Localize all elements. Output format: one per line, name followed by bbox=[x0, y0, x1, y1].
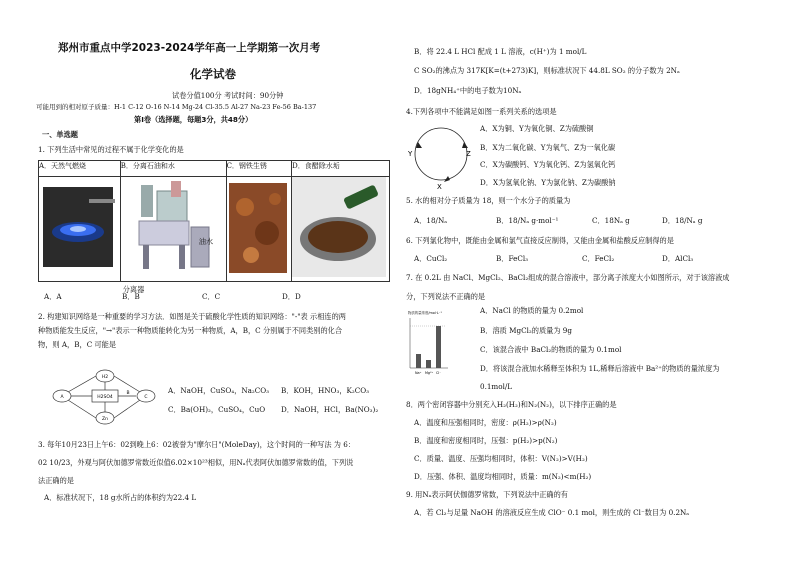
q8-option-b: B．温度和密度相同时，压强：p(H₂)>p(N₂) bbox=[414, 436, 558, 445]
vinegar-photo bbox=[292, 177, 390, 282]
q4-option-d: D．X为氢氧化钠、Y为氯化钠、Z为碳酸钠 bbox=[480, 178, 616, 187]
q7-option-d-cont: 0.1mol/L bbox=[480, 382, 513, 391]
q7-option-d: D．将该混合液加水稀释至体积为 1L,稀释后溶液中 Ba²⁺的物质的量浓度为 bbox=[480, 364, 720, 373]
q9-stem: 9. 用Nₐ表示阿伏伽德罗常数，下列说法中正确的有 bbox=[406, 490, 568, 499]
diagram-node-left: A bbox=[60, 395, 64, 400]
q9-option-a: A．若 Cl₂与足量 NaOH 的溶液反应生成 ClO⁻ 0.1 mol，则生成的 Cl⁻数目为 0.2Nₐ bbox=[414, 508, 690, 517]
q2-line-3: 物，则 A，B，C 可能是 bbox=[38, 340, 117, 349]
q7-chart-label-mg: Mg²⁺ bbox=[425, 371, 434, 375]
cycle-node-y: Y bbox=[408, 150, 413, 158]
q7-chart-label-cl: Cl⁻ bbox=[436, 371, 442, 375]
q3-line-2: 02 10/23，外观与阿伏加德罗常数近似值6.02×10²³相似，用Nₐ代表阿伏加德罗常数的值，下列说 bbox=[38, 458, 354, 467]
q7-line-1: 7. 在 0.2L 由 NaCl、MgCl₂、BaCl₂组成的混合溶液中，部分离子浓度大小如图所示，对于该溶液成 bbox=[406, 273, 730, 282]
q2-option-b: B．KOH，HNO₃，K₂CO₃ bbox=[281, 386, 370, 395]
q5-option-d: D．18/Nₐ g bbox=[662, 216, 703, 225]
bar-mg bbox=[426, 360, 431, 368]
cycle-node-z: Z bbox=[466, 150, 471, 158]
q8-stem: 8．两个密闭容器中分别充入H₂(H₂)和N₂(N₂)，以下排序正确的是 bbox=[406, 400, 617, 409]
q2-option-d: D．NaOH，HCl，Ba(NO₃)₂ bbox=[281, 405, 379, 414]
part1-heading: 第Ⅰ卷（选择题，每题3分，共48分） bbox=[134, 115, 253, 124]
atomic-masses: 可能用到的相对原子质量：H-1 C-12 O-16 N-14 Mg-24 Cl-35.5 Al-27 Na-23 Fe-56 Ba-137 bbox=[36, 103, 317, 111]
q2-line-2: 种物质能发生反应，"→"表示一种物质能转化为另一种物质，A，B，C 分别属于不同类别的化合 bbox=[38, 326, 343, 335]
q7-line-2: 分，下列说法不正确的是 bbox=[406, 292, 486, 301]
q5-option-b: B．18/Nₐ g·mol⁻¹ bbox=[496, 216, 559, 225]
q4-stem: 4.下列各项中不能满足如图一系列关系的选项是 bbox=[406, 107, 557, 116]
gas-flame-photo bbox=[39, 177, 121, 282]
subject-title: 化学试卷 bbox=[190, 67, 236, 81]
q5-option-c: C．18Nₐ g bbox=[592, 216, 630, 225]
q1-option-c: C．C bbox=[202, 292, 221, 301]
q1-stem: 1. 下列生活中常见的过程不属于化学变化的是 bbox=[38, 145, 184, 154]
separator-label: 分离器 bbox=[122, 285, 145, 294]
q4-option-c: C．X为碳酸钙、Y为氧化钙、Z为氢氧化钙 bbox=[480, 160, 616, 169]
q7-ion-chart bbox=[406, 308, 450, 378]
diagram-node-center: H2SO4 bbox=[97, 395, 113, 400]
q3-option-b: B．将 22.4 L HCl 配成 1 L 溶液，c(H⁺)为 1 mol/L bbox=[414, 47, 587, 56]
q7-chart-title: 物质的量浓度/mol·L⁻¹ bbox=[408, 311, 442, 315]
diagram-node-bottom: Zn bbox=[102, 417, 108, 422]
q6-option-c: C．FeCl₂ bbox=[582, 254, 615, 263]
diagram-node-mid: B bbox=[126, 391, 130, 396]
q4-cycle-diagram bbox=[406, 118, 476, 190]
q4-option-a: A．X为铜、Y为氧化铜、Z为硫酸铜 bbox=[480, 124, 594, 133]
section1-heading: 一、单选题 bbox=[42, 130, 78, 139]
q1-caption-d: D．食醋除水垢 bbox=[292, 161, 390, 177]
q2-line-1: 2. 构建知识网络是一种重要的学习方法．如图是关于硫酸化学性质的知识网络："-"表 示相连的两 bbox=[38, 312, 346, 321]
q3-line-1: 3. 每年10月23日上午6：02到晚上6：02被誉为"摩尔日"(MoleDay)，这个时间的一种写法 为 6： bbox=[38, 440, 356, 449]
oil-water-label: 油水 bbox=[198, 237, 214, 246]
q2-option-c: C．Ba(OH)₂，CuSO₄，CuO bbox=[168, 405, 266, 414]
diagram-node-top: H2 bbox=[101, 375, 109, 380]
q6-option-b: B．FeCl₃ bbox=[496, 254, 528, 263]
exam-title: 郑州市重点中学2023-2024学年高一上学期第一次月考 bbox=[58, 42, 321, 54]
bar-na bbox=[416, 354, 421, 368]
q1-caption-a: A．天然气燃烧 bbox=[39, 161, 121, 177]
q8-option-d: D．压强、体积、温度均相同时，质量：m(N₂)<m(H₂) bbox=[414, 472, 592, 481]
rust-photo bbox=[226, 177, 292, 282]
bar-cl bbox=[436, 326, 441, 368]
q7-option-a: A．NaCl 的物质的量为 0.2mol bbox=[480, 306, 584, 315]
q6-option-d: D．AlCl₃ bbox=[662, 254, 694, 263]
q1-option-b: B．B bbox=[122, 292, 140, 301]
q7-option-c: C．该混合液中 BaCl₂的物质的量为 0.1mol bbox=[480, 345, 622, 354]
q1-caption-c: C．钢铁生锈 bbox=[226, 161, 292, 177]
q6-option-a: A．CuCl₂ bbox=[414, 254, 448, 263]
q1-option-d: D．D bbox=[282, 292, 301, 301]
q3-line-3: 法正确的是 bbox=[38, 476, 74, 485]
q8-option-a: A．温度和压强相同时，密度：ρ(H₂)>ρ(N₂) bbox=[414, 418, 557, 427]
q3-option-a: A．标准状况下，18 g水所占的体积约为22.4 L bbox=[44, 493, 197, 502]
separator-photo bbox=[120, 177, 226, 294]
q1-image-table bbox=[38, 160, 390, 294]
exam-info: 试卷分值100分 考试时间：90分钟 bbox=[172, 91, 284, 100]
diagram-node-right: C bbox=[144, 395, 148, 400]
q2-option-a: A．NaOH，CuSO₄，Na₂CO₃ bbox=[168, 386, 270, 395]
q6-stem: 6. 下列氯化物中，既能由金属和氯气直接反应制得，又能由金属和盐酸反应制得的是 bbox=[406, 236, 674, 245]
q5-stem: 5. 水的相对分子质量为 18，则一个水分子的质量为 bbox=[406, 196, 571, 205]
q3-option-d: D．18gNH₄⁺中的电子数为10Nₐ bbox=[414, 86, 522, 95]
q2-reaction-diagram bbox=[48, 368, 158, 428]
q5-option-a: A．18/Nₐ bbox=[414, 216, 448, 225]
q1-caption-b: B．分离石油和水 bbox=[120, 161, 226, 177]
q8-option-c: C．质量、温度、压强均相同时，体积：V(N₂)>V(H₂) bbox=[414, 454, 588, 463]
q7-option-b: B．溶质 MgCl₂的质量为 9g bbox=[480, 326, 572, 335]
q3-option-c: C SO₂的沸点为 317K[K=(t+273)K]，则标准状况下 44.8L SO₂ 的分子数为 2Nₐ bbox=[414, 66, 680, 75]
q7-chart-label-na: Na⁺ bbox=[415, 371, 422, 375]
q4-option-b: B．X为二氧化碳、Y为氧气、Z为一氧化碳 bbox=[480, 143, 616, 152]
cycle-node-x: X bbox=[437, 183, 442, 190]
q1-option-a: A．A bbox=[44, 292, 62, 301]
